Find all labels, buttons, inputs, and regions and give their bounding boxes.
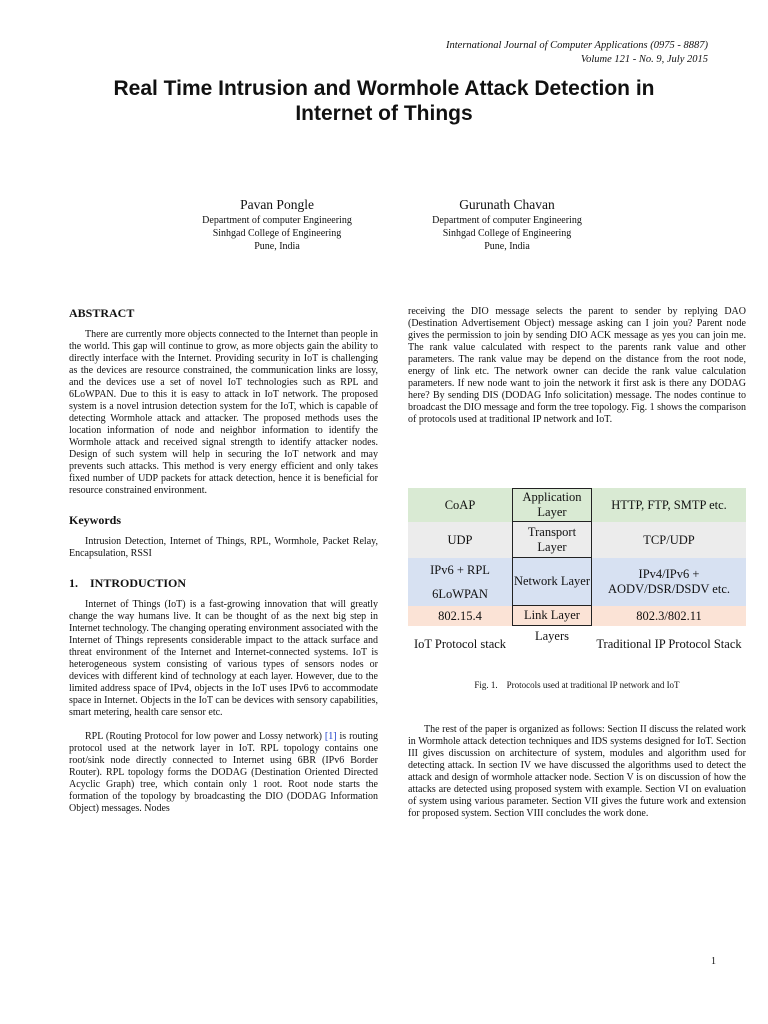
journal-header <box>446 39 708 67</box>
continued-paragraph: receiving the DIO message selects the parent to sender by replying DAO (Destination Advertisement Object) message asking can I join you? Parent node gives the permission to join by sending DIO ACK message as yes you can join me. The rank value calculated with respect to the parents rank value and other parameters. The rank value may be depend on the distance from the root node, energy of link etc. The network owner can decide the rank value calculation parameters. If new node want to join the network it first ask is there any DODAG here? By sending DIS (DODAG Info solicitation) message. The nodes continue to broadcast the DIO message and form the tree topology. Fig. 1 shows the comparison of protocols used at traditional IP network and IoT. <box>408 306 746 425</box>
cell-802-3-802-11: 802.3/802.11 <box>592 606 746 626</box>
cell-6lowpan: 6LoWPAN <box>408 582 512 606</box>
cell-link-layer: Link Layer <box>512 605 592 626</box>
author-block-2 <box>387 196 627 253</box>
rpl-text-start: RPL (Routing Protocol for low power and Lossy network) <box>85 731 325 742</box>
title-line-1: Real Time Intrusion and Wormhole Attack Detection in <box>113 77 655 100</box>
journal-name: International Journal of Computer Applications (0975 - 8887) <box>446 40 708 51</box>
title-line-2: Internet of Things <box>295 102 473 125</box>
citation-link[interactable]: [1] <box>324 731 337 742</box>
cell-http: HTTP, FTP, SMTP etc. <box>592 488 746 522</box>
cell-coap: CoAP <box>408 488 512 522</box>
author-department: Department of computer Engineering <box>432 215 582 226</box>
journal-volume: Volume 121 - No. 9, July 2015 <box>580 54 708 65</box>
organization-paragraph: The rest of the paper is organized as follows: Section II discuss the related work in Wormhole attack detection techniques and IDS systems designed for IoT. Section III gives discussion on architecture of system, modules and algorithm used for detecting attack. In section IV we have discussed the algorithms used to detect the attack and design of wormhole attacker node. Section V is on discussion of how the attacks are detected using proposed system with example. Section VI on evaluation of system using various parameter. Section VII gives the future work and extension for proposed system. Section VIII concludes the work done. <box>408 724 746 819</box>
cell-802-15-4: 802.15.4 <box>408 606 512 626</box>
rpl-text-end: is routing protocol used at the network layer in IoT. RPL topology contains one root/sink node directly connected to Internet using 6BR (IPv6 Border Router). RPL topology forms the DODAG (Destination Oriented Directed Acyclic Graph) tree, which contain only 1 root. Root node starts the formation of the topology by broadcasting the DIO (DODAG Information Object) messages. Nodes <box>69 731 378 814</box>
cell-transport-layer: Transport Layer <box>512 521 592 558</box>
cell-network-layer: Network Layer <box>512 557 592 606</box>
introduction-paragraph-1: Internet of Things (IoT) is a fast-growing innovation that will greatly change the way humans live. It can be thought of as the next big step in Internet technology. The changing operating environment associated with the Internet of Things represents considerable impact to the attack surface and threat environment of the Internet and Internet-connected systems. IoT is heterogeneous system consisting of various types of sensors nodes or devices with different kind of technology at each layer. However, due to the limited address space of IPv4, objects in the IoT uses IPv6 to accommodate space in Internet. Objects in the IoT can be devices with sensory capabilities, smart metering, health care sensor etc. <box>69 599 378 718</box>
label-layers: Layers <box>534 628 569 643</box>
paper-title <box>0 76 768 126</box>
abstract-text: There are currently more objects connected to the Internet than people in the world. This gap will continue to grow, as more objects gain the ability to directly interface with the Internet. Providing security in IoT is challenging as the devices are resource constrained, the communication links are lossy, and the devices use a set of novel IoT technologies such as RPL and 6LoWPAN. Due to this it is easy to attack in IoT network. The proposed system is a novel intrusion detection system for the IoT, which is capable of detecting Wormhole attack and attacker. The proposed methods uses the location information of node and neighbor information to identify the Wormhole attack and received signal strength to identify attacker nodes. Design of such system will help in securing the IoT network and may prevents such attacks. This method is very energy efficient and only takes fixed number of UDP packets for attack detection, hence it is beneficial for resource constrained environment. <box>69 329 378 496</box>
figure-caption: Fig. 1. Protocols used at traditional IP network and IoT <box>474 680 680 690</box>
left-column <box>69 306 378 815</box>
cell-tcp-udp: TCP/UDP <box>592 522 746 558</box>
author-college: Sinhgad College of Engineering <box>442 228 572 239</box>
author-department: Department of computer Engineering <box>202 215 352 226</box>
cell-aodv: IPv4/IPv6 + AODV/DSR/DSDV etc. <box>592 558 746 606</box>
right-column-bottom <box>408 724 746 820</box>
label-iot-stack: IoT Protocol stack <box>413 636 507 651</box>
author-city: Pune, India <box>254 241 300 252</box>
page-number: 1 <box>711 956 716 967</box>
cell-ipv6-rpl: IPv6 + RPL <box>408 558 512 582</box>
author-city: Pune, India <box>484 241 530 252</box>
author-block-1 <box>157 196 397 253</box>
label-traditional-stack: Traditional IP Protocol Stack <box>596 636 742 651</box>
author-college: Sinhgad College of Engineering <box>212 228 342 239</box>
introduction-paragraph-2 <box>69 731 378 815</box>
author-name: Gurunath Chavan <box>459 197 555 212</box>
cell-udp: UDP <box>408 522 512 558</box>
keywords-text: Intrusion Detection, Internet of Things, RPL, Wormhole, Packet Relay, Encapsulation, RSSI <box>69 536 378 559</box>
protocol-stack-figure <box>408 488 746 656</box>
keywords-heading: Keywords <box>69 513 121 527</box>
introduction-heading: 1. INTRODUCTION <box>69 576 187 590</box>
abstract-heading: ABSTRACT <box>69 306 135 320</box>
author-name: Pavan Pongle <box>240 197 314 212</box>
cell-application-layer: Application Layer <box>512 488 592 522</box>
right-column-top <box>408 306 746 426</box>
